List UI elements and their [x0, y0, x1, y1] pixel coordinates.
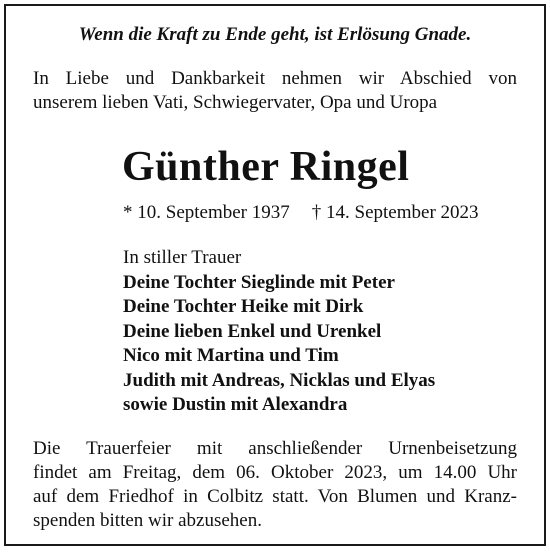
motto: Wenn die Kraft zu Ende geht, ist Erlösung Gnade. — [78, 24, 472, 45]
mourner-line: Deine Tochter Heike mit Dirk — [123, 296, 364, 317]
obituary-notice — [4, 4, 546, 546]
mourning-opening: In stiller Trauer — [123, 247, 242, 268]
service-line: Die Trauerfeier mit anschließender Urnenbeisetzung — [33, 438, 517, 459]
mourner-line: Judith mit Andreas, Nicklas und Elyas — [123, 369, 436, 391]
service-info — [33, 437, 517, 533]
life-dates — [123, 202, 479, 224]
intro-line: unserem lieben Vati, Schwiegervater, Opa und Uropa — [33, 92, 438, 113]
service-line: spenden bitten wir abzusehen. — [33, 510, 262, 531]
service-line: auf dem Friedhof in Colbitz statt. Von Blumen und Kranz- — [33, 486, 517, 507]
mourner-line: sowie Dustin mit Alexandra — [123, 394, 348, 415]
mourner-line: Nico mit Martina und Tim — [123, 345, 339, 366]
deceased-name: Günther Ringel — [122, 144, 410, 190]
death-date: † 14. September 2023 — [311, 202, 479, 223]
mourners-block — [123, 246, 435, 418]
birth-date: * 10. September 1937 — [123, 202, 290, 223]
mourner-line: Deine lieben Enkel und Urenkel — [123, 320, 382, 342]
intro-text — [33, 67, 517, 115]
intro-line: In Liebe und Dankbarkeit nehmen wir Abschied von — [33, 68, 517, 89]
mourner-line: Deine Tochter Sieglinde mit Peter — [123, 271, 395, 293]
service-line: findet am Freitag, dem 06. Oktober 2023, um 14.00 Uhr — [33, 462, 517, 483]
